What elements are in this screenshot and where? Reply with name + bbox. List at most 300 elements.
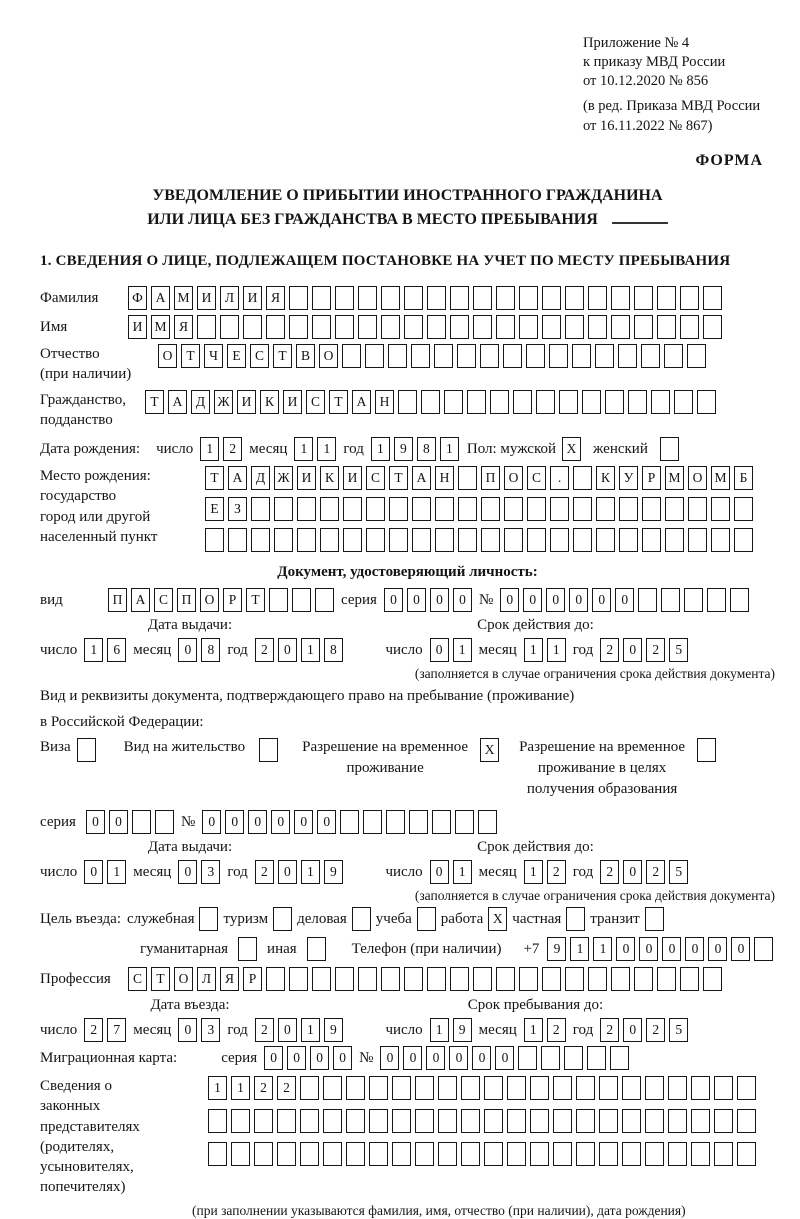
- char-cell[interactable]: [573, 528, 592, 552]
- char-cell[interactable]: 0: [523, 588, 542, 612]
- char-cell[interactable]: 1: [371, 437, 390, 461]
- char-cell[interactable]: [530, 1109, 549, 1133]
- char-cell[interactable]: [737, 1109, 756, 1133]
- char-cell[interactable]: 2: [255, 638, 274, 662]
- char-cell[interactable]: [323, 1076, 342, 1100]
- char-cell[interactable]: М: [151, 315, 170, 339]
- char-cell[interactable]: [346, 1076, 365, 1100]
- char-cell[interactable]: Ж: [214, 390, 233, 414]
- char-cell[interactable]: К: [596, 466, 615, 490]
- char-cell[interactable]: [665, 497, 684, 521]
- char-cell[interactable]: 1: [294, 437, 313, 461]
- char-cell[interactable]: 2: [547, 860, 566, 884]
- char-cell[interactable]: [409, 810, 428, 834]
- char-cell[interactable]: [657, 967, 676, 991]
- char-cell[interactable]: 1: [301, 1018, 320, 1042]
- char-cell[interactable]: [513, 390, 532, 414]
- char-cell[interactable]: [155, 810, 174, 834]
- char-cell[interactable]: А: [131, 588, 150, 612]
- char-cell[interactable]: 2: [255, 860, 274, 884]
- char-cell[interactable]: 5: [669, 638, 688, 662]
- char-cell[interactable]: Е: [227, 344, 246, 368]
- char-cell[interactable]: [496, 315, 515, 339]
- char-cell[interactable]: 2: [223, 437, 242, 461]
- char-cell[interactable]: С: [128, 967, 147, 991]
- char-cell[interactable]: [641, 344, 660, 368]
- char-cell[interactable]: 1: [231, 1076, 250, 1100]
- char-cell[interactable]: [435, 497, 454, 521]
- char-cell[interactable]: [220, 315, 239, 339]
- char-cell[interactable]: У: [619, 466, 638, 490]
- char-cell[interactable]: [335, 315, 354, 339]
- char-cell[interactable]: [565, 967, 584, 991]
- char-cell[interactable]: [366, 528, 385, 552]
- char-cell[interactable]: А: [168, 390, 187, 414]
- purpose-official-checkbox[interactable]: [199, 907, 218, 931]
- char-cell[interactable]: 9: [324, 1018, 343, 1042]
- char-cell[interactable]: О: [319, 344, 338, 368]
- char-cell[interactable]: 0: [500, 588, 519, 612]
- char-cell[interactable]: 0: [615, 588, 634, 612]
- char-cell[interactable]: 1: [301, 638, 320, 662]
- char-cell[interactable]: 0: [202, 810, 221, 834]
- char-cell[interactable]: [208, 1109, 227, 1133]
- char-cell[interactable]: [680, 967, 699, 991]
- char-cell[interactable]: [205, 528, 224, 552]
- char-cell[interactable]: 0: [248, 810, 267, 834]
- char-cell[interactable]: 0: [317, 810, 336, 834]
- char-cell[interactable]: [638, 588, 657, 612]
- char-cell[interactable]: .: [550, 466, 569, 490]
- char-cell[interactable]: 7: [107, 1018, 126, 1042]
- char-cell[interactable]: 1: [593, 937, 612, 961]
- char-cell[interactable]: А: [228, 466, 247, 490]
- education-residence-checkbox[interactable]: [697, 738, 716, 762]
- char-cell[interactable]: [432, 810, 451, 834]
- char-cell[interactable]: 1: [453, 638, 472, 662]
- char-cell[interactable]: [457, 344, 476, 368]
- char-cell[interactable]: 0: [430, 860, 449, 884]
- char-cell[interactable]: [707, 588, 726, 612]
- char-cell[interactable]: [320, 528, 339, 552]
- char-cell[interactable]: [458, 466, 477, 490]
- char-cell[interactable]: [645, 1076, 664, 1100]
- char-cell[interactable]: [386, 810, 405, 834]
- char-cell[interactable]: И: [297, 466, 316, 490]
- char-cell[interactable]: [668, 1076, 687, 1100]
- char-cell[interactable]: [251, 528, 270, 552]
- char-cell[interactable]: [734, 528, 753, 552]
- residence-permit-checkbox[interactable]: [259, 738, 278, 762]
- char-cell[interactable]: [461, 1076, 480, 1100]
- char-cell[interactable]: [365, 344, 384, 368]
- char-cell[interactable]: [292, 588, 311, 612]
- char-cell[interactable]: Д: [251, 466, 270, 490]
- char-cell[interactable]: З: [228, 497, 247, 521]
- char-cell[interactable]: 2: [254, 1076, 273, 1100]
- purpose-transit-checkbox[interactable]: [645, 907, 664, 931]
- char-cell[interactable]: [473, 315, 492, 339]
- char-cell[interactable]: [421, 390, 440, 414]
- char-cell[interactable]: 6: [107, 638, 126, 662]
- char-cell[interactable]: [550, 528, 569, 552]
- visa-checkbox[interactable]: [77, 738, 96, 762]
- char-cell[interactable]: [519, 286, 538, 310]
- char-cell[interactable]: [398, 390, 417, 414]
- char-cell[interactable]: [687, 344, 706, 368]
- char-cell[interactable]: 0: [225, 810, 244, 834]
- char-cell[interactable]: [711, 497, 730, 521]
- char-cell[interactable]: [587, 1046, 606, 1070]
- char-cell[interactable]: 0: [623, 1018, 642, 1042]
- char-cell[interactable]: [381, 286, 400, 310]
- char-cell[interactable]: [266, 315, 285, 339]
- char-cell[interactable]: [503, 344, 522, 368]
- char-cell[interactable]: [588, 315, 607, 339]
- char-cell[interactable]: 0: [278, 1018, 297, 1042]
- purpose-work-checkbox[interactable]: X: [488, 907, 507, 931]
- char-cell[interactable]: [478, 810, 497, 834]
- char-cell[interactable]: [588, 967, 607, 991]
- char-cell[interactable]: [611, 286, 630, 310]
- char-cell[interactable]: Т: [246, 588, 265, 612]
- char-cell[interactable]: [645, 1142, 664, 1166]
- char-cell[interactable]: [297, 497, 316, 521]
- char-cell[interactable]: [132, 810, 151, 834]
- char-cell[interactable]: 0: [178, 638, 197, 662]
- char-cell[interactable]: 0: [569, 588, 588, 612]
- char-cell[interactable]: [504, 497, 523, 521]
- char-cell[interactable]: [596, 497, 615, 521]
- char-cell[interactable]: 0: [472, 1046, 491, 1070]
- char-cell[interactable]: 0: [685, 937, 704, 961]
- char-cell[interactable]: С: [366, 466, 385, 490]
- char-cell[interactable]: 0: [287, 1046, 306, 1070]
- char-cell[interactable]: 0: [310, 1046, 329, 1070]
- char-cell[interactable]: [197, 315, 216, 339]
- char-cell[interactable]: [312, 286, 331, 310]
- char-cell[interactable]: [714, 1142, 733, 1166]
- char-cell[interactable]: [289, 967, 308, 991]
- char-cell[interactable]: [369, 1076, 388, 1100]
- char-cell[interactable]: [519, 967, 538, 991]
- char-cell[interactable]: [596, 528, 615, 552]
- char-cell[interactable]: Ф: [128, 286, 147, 310]
- char-cell[interactable]: 2: [255, 1018, 274, 1042]
- char-cell[interactable]: [542, 315, 561, 339]
- char-cell[interactable]: 5: [669, 860, 688, 884]
- char-cell[interactable]: [651, 390, 670, 414]
- char-cell[interactable]: [340, 810, 359, 834]
- char-cell[interactable]: [688, 497, 707, 521]
- char-cell[interactable]: [300, 1076, 319, 1100]
- char-cell[interactable]: И: [343, 466, 362, 490]
- char-cell[interactable]: 1: [317, 437, 336, 461]
- char-cell[interactable]: М: [174, 286, 193, 310]
- char-cell[interactable]: 1: [107, 860, 126, 884]
- char-cell[interactable]: [343, 528, 362, 552]
- char-cell[interactable]: [559, 390, 578, 414]
- char-cell[interactable]: 1: [524, 638, 543, 662]
- female-checkbox[interactable]: [660, 437, 679, 461]
- char-cell[interactable]: 0: [430, 588, 449, 612]
- char-cell[interactable]: [300, 1142, 319, 1166]
- char-cell[interactable]: В: [296, 344, 315, 368]
- char-cell[interactable]: П: [177, 588, 196, 612]
- char-cell[interactable]: Я: [174, 315, 193, 339]
- char-cell[interactable]: 0: [546, 588, 565, 612]
- char-cell[interactable]: [665, 528, 684, 552]
- char-cell[interactable]: [412, 528, 431, 552]
- char-cell[interactable]: 9: [324, 860, 343, 884]
- char-cell[interactable]: [507, 1109, 526, 1133]
- char-cell[interactable]: 2: [600, 860, 619, 884]
- char-cell[interactable]: [573, 466, 592, 490]
- char-cell[interactable]: Т: [181, 344, 200, 368]
- char-cell[interactable]: [674, 390, 693, 414]
- char-cell[interactable]: [661, 588, 680, 612]
- char-cell[interactable]: [542, 286, 561, 310]
- char-cell[interactable]: [691, 1142, 710, 1166]
- char-cell[interactable]: [450, 315, 469, 339]
- char-cell[interactable]: Д: [191, 390, 210, 414]
- char-cell[interactable]: 8: [417, 437, 436, 461]
- char-cell[interactable]: [366, 497, 385, 521]
- char-cell[interactable]: [573, 497, 592, 521]
- char-cell[interactable]: 2: [84, 1018, 103, 1042]
- purpose-tourism-checkbox[interactable]: [273, 907, 292, 931]
- char-cell[interactable]: [576, 1109, 595, 1133]
- char-cell[interactable]: 2: [547, 1018, 566, 1042]
- char-cell[interactable]: [404, 315, 423, 339]
- char-cell[interactable]: [668, 1109, 687, 1133]
- char-cell[interactable]: 0: [449, 1046, 468, 1070]
- char-cell[interactable]: 0: [662, 937, 681, 961]
- char-cell[interactable]: [484, 1142, 503, 1166]
- char-cell[interactable]: 9: [394, 437, 413, 461]
- char-cell[interactable]: [438, 1109, 457, 1133]
- char-cell[interactable]: [576, 1142, 595, 1166]
- char-cell[interactable]: [622, 1142, 641, 1166]
- char-cell[interactable]: С: [527, 466, 546, 490]
- char-cell[interactable]: [289, 286, 308, 310]
- char-cell[interactable]: 0: [333, 1046, 352, 1070]
- char-cell[interactable]: Н: [435, 466, 454, 490]
- char-cell[interactable]: 1: [440, 437, 459, 461]
- char-cell[interactable]: [427, 967, 446, 991]
- char-cell[interactable]: И: [283, 390, 302, 414]
- char-cell[interactable]: О: [504, 466, 523, 490]
- char-cell[interactable]: [634, 315, 653, 339]
- char-cell[interactable]: [599, 1142, 618, 1166]
- char-cell[interactable]: М: [665, 466, 684, 490]
- char-cell[interactable]: [754, 937, 773, 961]
- char-cell[interactable]: [484, 1109, 503, 1133]
- char-cell[interactable]: [504, 528, 523, 552]
- char-cell[interactable]: 1: [453, 860, 472, 884]
- char-cell[interactable]: А: [352, 390, 371, 414]
- char-cell[interactable]: 0: [109, 810, 128, 834]
- char-cell[interactable]: Р: [243, 967, 262, 991]
- char-cell[interactable]: Ж: [274, 466, 293, 490]
- char-cell[interactable]: [542, 967, 561, 991]
- char-cell[interactable]: [369, 1109, 388, 1133]
- char-cell[interactable]: [619, 497, 638, 521]
- char-cell[interactable]: 8: [201, 638, 220, 662]
- char-cell[interactable]: Т: [389, 466, 408, 490]
- char-cell[interactable]: 0: [426, 1046, 445, 1070]
- char-cell[interactable]: [388, 344, 407, 368]
- char-cell[interactable]: И: [128, 315, 147, 339]
- char-cell[interactable]: [392, 1109, 411, 1133]
- char-cell[interactable]: [458, 528, 477, 552]
- char-cell[interactable]: С: [306, 390, 325, 414]
- char-cell[interactable]: [599, 1076, 618, 1100]
- char-cell[interactable]: [335, 286, 354, 310]
- char-cell[interactable]: [691, 1076, 710, 1100]
- char-cell[interactable]: [358, 315, 377, 339]
- char-cell[interactable]: [473, 286, 492, 310]
- char-cell[interactable]: [565, 286, 584, 310]
- char-cell[interactable]: 0: [731, 937, 750, 961]
- char-cell[interactable]: [358, 286, 377, 310]
- char-cell[interactable]: 0: [178, 860, 197, 884]
- char-cell[interactable]: [231, 1109, 250, 1133]
- char-cell[interactable]: А: [151, 286, 170, 310]
- char-cell[interactable]: [536, 390, 555, 414]
- char-cell[interactable]: [434, 344, 453, 368]
- char-cell[interactable]: 0: [708, 937, 727, 961]
- temporary-residence-checkbox[interactable]: X: [480, 738, 499, 762]
- char-cell[interactable]: [711, 528, 730, 552]
- char-cell[interactable]: [605, 390, 624, 414]
- char-cell[interactable]: [628, 390, 647, 414]
- char-cell[interactable]: [346, 1109, 365, 1133]
- char-cell[interactable]: И: [197, 286, 216, 310]
- char-cell[interactable]: [243, 315, 262, 339]
- char-cell[interactable]: [541, 1046, 560, 1070]
- char-cell[interactable]: 0: [384, 588, 403, 612]
- char-cell[interactable]: [737, 1142, 756, 1166]
- char-cell[interactable]: [251, 497, 270, 521]
- char-cell[interactable]: [518, 1046, 537, 1070]
- char-cell[interactable]: 0: [623, 638, 642, 662]
- char-cell[interactable]: 2: [646, 1018, 665, 1042]
- char-cell[interactable]: [415, 1142, 434, 1166]
- char-cell[interactable]: [484, 1076, 503, 1100]
- char-cell[interactable]: [254, 1109, 273, 1133]
- char-cell[interactable]: [582, 390, 601, 414]
- char-cell[interactable]: К: [320, 466, 339, 490]
- purpose-study-checkbox[interactable]: [417, 907, 436, 931]
- char-cell[interactable]: Т: [329, 390, 348, 414]
- char-cell[interactable]: 2: [600, 638, 619, 662]
- char-cell[interactable]: [458, 497, 477, 521]
- char-cell[interactable]: [342, 344, 361, 368]
- char-cell[interactable]: [335, 967, 354, 991]
- purpose-business-checkbox[interactable]: [352, 907, 371, 931]
- char-cell[interactable]: [404, 286, 423, 310]
- char-cell[interactable]: [228, 528, 247, 552]
- char-cell[interactable]: [480, 344, 499, 368]
- char-cell[interactable]: [507, 1076, 526, 1100]
- char-cell[interactable]: 5: [669, 1018, 688, 1042]
- char-cell[interactable]: [444, 390, 463, 414]
- char-cell[interactable]: Ч: [204, 344, 223, 368]
- char-cell[interactable]: [599, 1109, 618, 1133]
- char-cell[interactable]: [588, 286, 607, 310]
- char-cell[interactable]: [519, 315, 538, 339]
- char-cell[interactable]: 0: [639, 937, 658, 961]
- char-cell[interactable]: [231, 1142, 250, 1166]
- char-cell[interactable]: И: [243, 286, 262, 310]
- char-cell[interactable]: [496, 286, 515, 310]
- char-cell[interactable]: 0: [380, 1046, 399, 1070]
- char-cell[interactable]: [703, 315, 722, 339]
- char-cell[interactable]: 3: [201, 860, 220, 884]
- char-cell[interactable]: 3: [201, 1018, 220, 1042]
- char-cell[interactable]: Р: [642, 466, 661, 490]
- purpose-other-checkbox[interactable]: [307, 937, 326, 961]
- char-cell[interactable]: С: [154, 588, 173, 612]
- char-cell[interactable]: [634, 967, 653, 991]
- char-cell[interactable]: А: [412, 466, 431, 490]
- char-cell[interactable]: Я: [220, 967, 239, 991]
- char-cell[interactable]: [530, 1076, 549, 1100]
- char-cell[interactable]: [572, 344, 591, 368]
- char-cell[interactable]: Т: [145, 390, 164, 414]
- char-cell[interactable]: П: [481, 466, 500, 490]
- char-cell[interactable]: [657, 286, 676, 310]
- char-cell[interactable]: 1: [524, 860, 543, 884]
- char-cell[interactable]: Л: [220, 286, 239, 310]
- char-cell[interactable]: [467, 390, 486, 414]
- char-cell[interactable]: 0: [86, 810, 105, 834]
- char-cell[interactable]: [611, 967, 630, 991]
- char-cell[interactable]: [703, 967, 722, 991]
- char-cell[interactable]: Н: [375, 390, 394, 414]
- char-cell[interactable]: [289, 315, 308, 339]
- char-cell[interactable]: [450, 286, 469, 310]
- char-cell[interactable]: [427, 286, 446, 310]
- char-cell[interactable]: [611, 315, 630, 339]
- char-cell[interactable]: [496, 967, 515, 991]
- char-cell[interactable]: М: [711, 466, 730, 490]
- char-cell[interactable]: 0: [84, 860, 103, 884]
- char-cell[interactable]: 2: [646, 860, 665, 884]
- char-cell[interactable]: [565, 315, 584, 339]
- char-cell[interactable]: [274, 497, 293, 521]
- char-cell[interactable]: [461, 1142, 480, 1166]
- char-cell[interactable]: С: [250, 344, 269, 368]
- char-cell[interactable]: [697, 390, 716, 414]
- char-cell[interactable]: [619, 528, 638, 552]
- char-cell[interactable]: 0: [623, 860, 642, 884]
- char-cell[interactable]: 0: [453, 588, 472, 612]
- char-cell[interactable]: [323, 1109, 342, 1133]
- char-cell[interactable]: 0: [407, 588, 426, 612]
- char-cell[interactable]: [526, 344, 545, 368]
- char-cell[interactable]: [737, 1076, 756, 1100]
- char-cell[interactable]: И: [237, 390, 256, 414]
- char-cell[interactable]: [549, 344, 568, 368]
- char-cell[interactable]: Т: [205, 466, 224, 490]
- char-cell[interactable]: 0: [495, 1046, 514, 1070]
- char-cell[interactable]: К: [260, 390, 279, 414]
- char-cell[interactable]: [254, 1142, 273, 1166]
- char-cell[interactable]: 1: [570, 937, 589, 961]
- char-cell[interactable]: [438, 1142, 457, 1166]
